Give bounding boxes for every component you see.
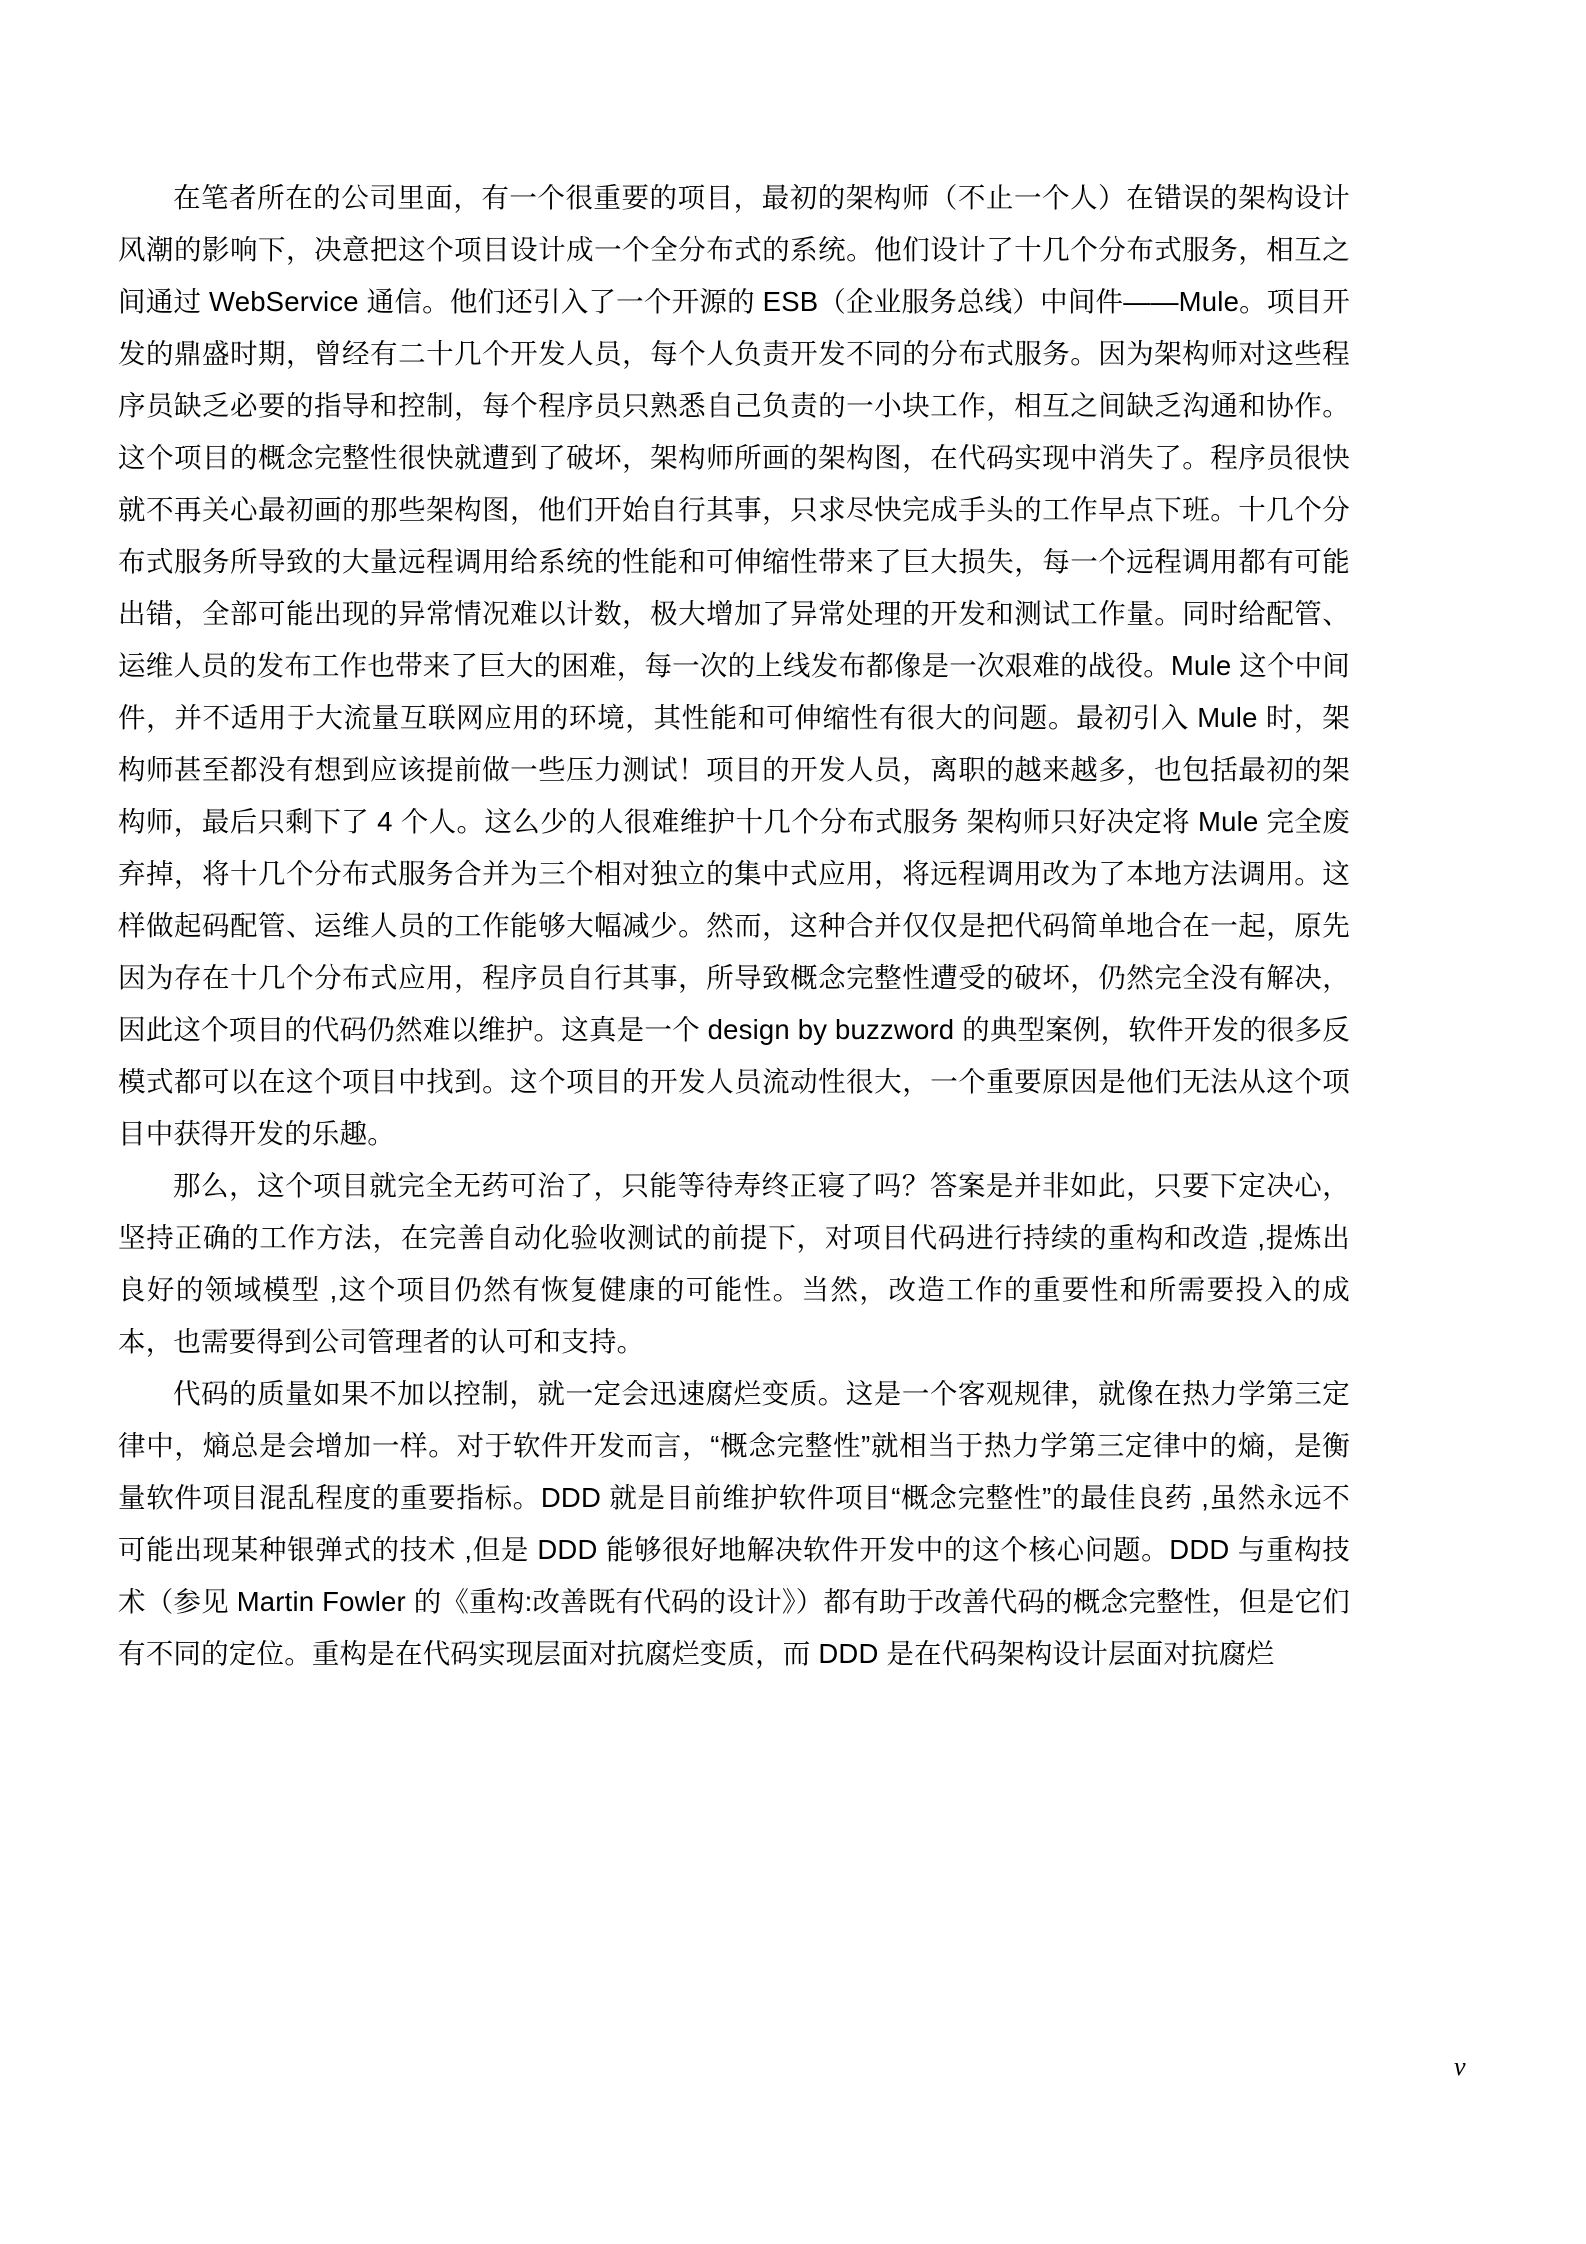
paragraph: 代码的质量如果不加以控制，就一定会迅速腐烂变质。这是一个客观规律，就像在热力学第三定律中，熵总是会增加一样。对于软件开发而言，“概念完整性”就相当于热力学第三定律中的熵，是衡量软件项目混乱程度的重要指标。DDD 就是目前维护软件项目“概念完整性”的最佳良药 ,虽然永远不可能出现某种银弹式的技术 ,但是 DDD 能够很好地解决软件开发中的这个核心问题。DDD 与重构技术（参见 Martin Fowler 的《重构:改善既有代码的设计》）都有助于改善代码的概念完整性，但是它们有不同的定位。重构是在代码实现层面对抗腐烂变质，而 DDD 是在代码架构设计层面对抗腐烂: [118, 1378, 1350, 1669]
page-number: v: [1453, 2052, 1466, 2081]
paragraph: 那么，这个项目就完全无药可治了，只能等待寿终正寝了吗？答案是并非如此，只要下定决心，坚持正确的工作方法，在完善自动化验收测试的前提下，对项目代码进行持续的重构和改造 ,提炼出良好的领域模型 ,这个项目仍然有恢复健康的可能性。当然，改造工作的重要性和所需要投入的成本，也需要得到公司管理者的认可和支持。: [118, 1170, 1350, 1357]
paragraph: 在笔者所在的公司里面，有一个很重要的项目，最初的架构师（不止一个人）在错误的架构设计风潮的影响下，决意把这个项目设计成一个全分布式的系统。他们设计了十几个分布式服务，相互之间通过 WebService 通信。他们还引入了一个开源的 ESB（企业服务总线）中间件——Mule。项目开发的鼎盛时期，曾经有二十几个开发人员，每个人负责开发不同的分布式服务。因为架构师对这些程序员缺乏必要的指导和控制，每个程序员只熟悉自己负责的一小块工作，相互之间缺乏沟通和协作。这个项目的概念完整性很快就遭到了破坏，架构师所画的架构图，在代码实现中消失了。程序员很快就不再关心最初画的那些架构图，他们开始自行其事，只求尽快完成手头的工作早点下班。十几个分布式服务所导致的大量远程调用给系统的性能和可伸缩性带来了巨大损失，每一个远程调用都有可能出错，全部可能出现的异常情况难以计数，极大增加了异常处理的开发和测试工作量。同时给配管、运维人员的发布工作也带来了巨大的困难，每一次的上线发布都像是一次艰难的战役。Mule 这个中间件，并不适用于大流量互联网应用的环境，其性能和可伸缩性有很大的问题。最初引入 Mule 时，架构师甚至都没有想到应该提前做一些压力测试！项目的开发人员，离职的越来越多，也包括最初的架构师，最后只剩下了 4 个人。这么少的人很难维护十几个分布式服务 架构师只好决定将 Mule 完全废弃掉，将十几个分布式服务合并为三个相对独立的集中式应用，将远程调用改为了本地方法调用。这样做起码配管、运维人员的工作能够大幅减少。然而，这种合并仅仅是把代码简单地合在一起，原先因为存在十几个分布式应用，程序员自行其事，所导致概念完整性遭受的破坏，仍然完全没有解决，因此这个项目的代码仍然难以维护。这真是一个 design by buzzword 的典型案例，软件开发的很多反模式都可以在这个项目中找到。这个项目的开发人员流动性很大，一个重要原因是他们无法从这个项目中获得开发的乐趣。: [118, 182, 1350, 1149]
body-text-column: [118, 172, 1350, 1680]
